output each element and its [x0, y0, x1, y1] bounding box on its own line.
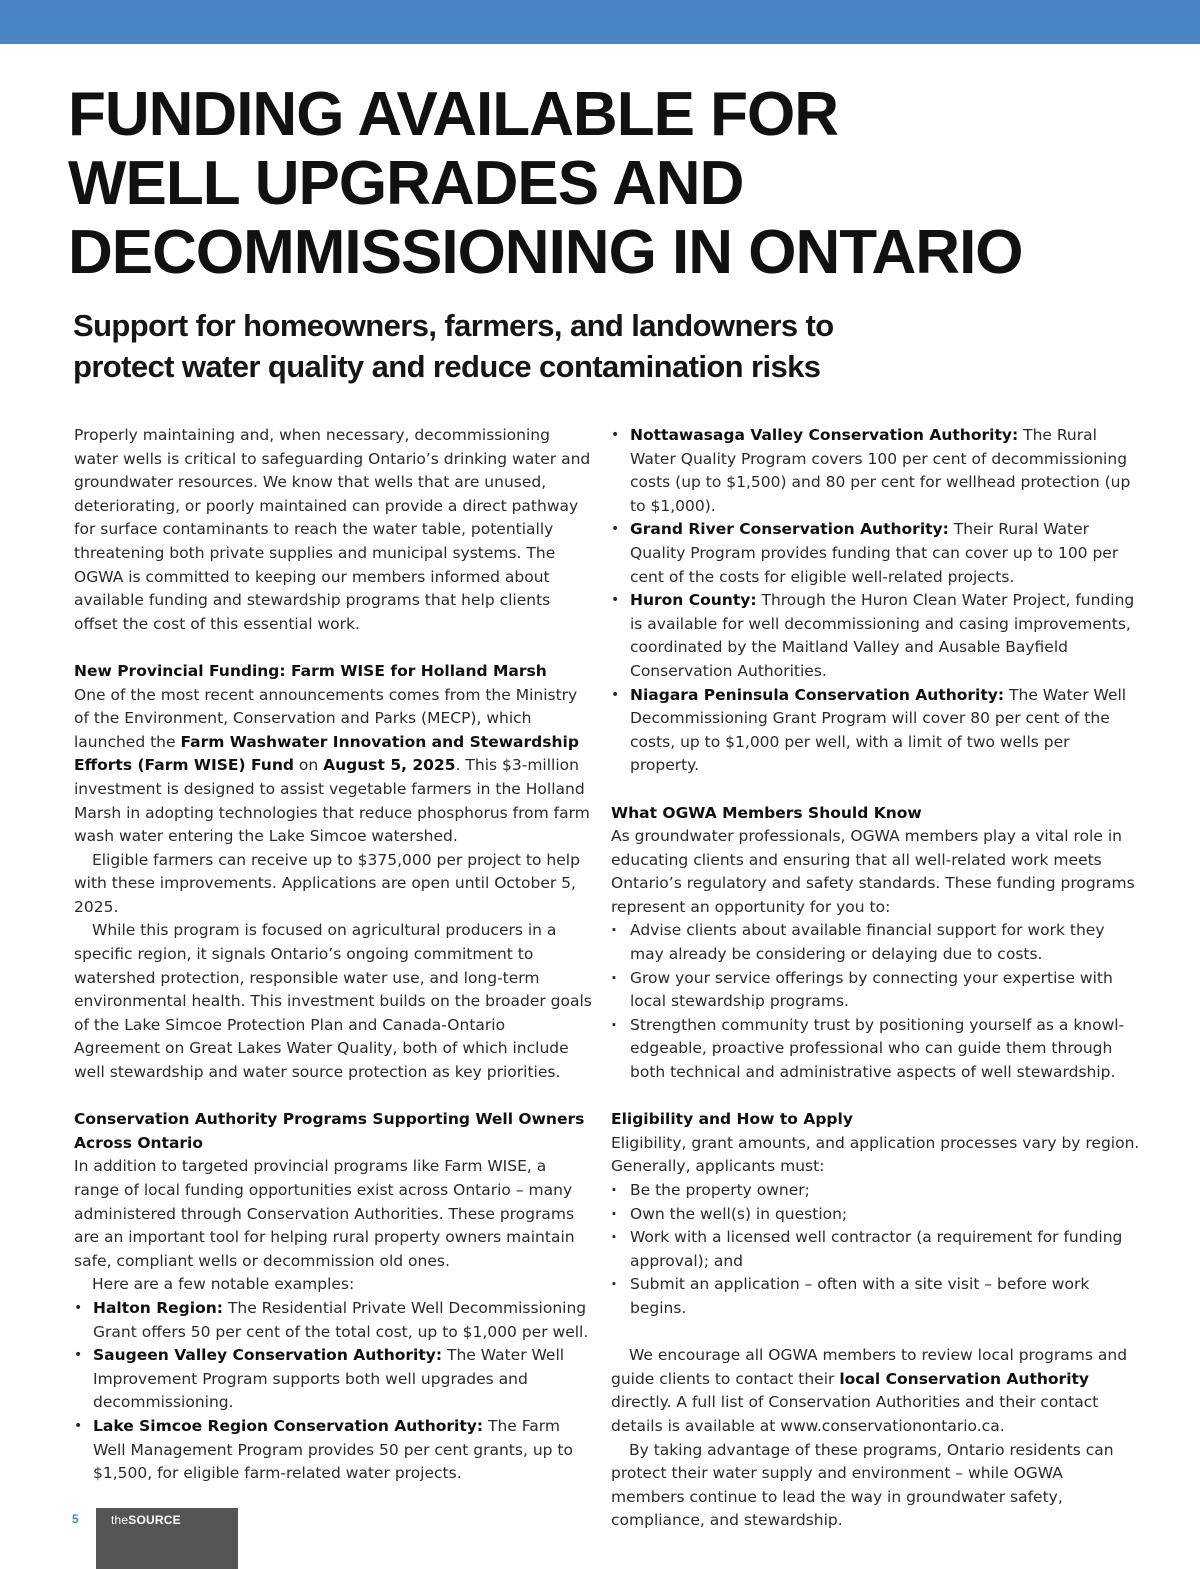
list-item: · Submit an application – often with a site visit – before work begins.: [611, 1273, 1141, 1320]
top-accent-bar: [0, 0, 1200, 44]
list-item: • Lake Simcoe Region Conservation Authority: The Farm Well Management Program provides 50 per cent grants, up to $1,500, for eligible farm-related water projects.: [74, 1415, 594, 1486]
closing-paragraph: We encourage all OGWA members to review local programs and guide clients to contact their local Conservation Authority directly. A full list of Conservation Authorities and their contact details is available at www.conservationontario.ca.: [611, 1346, 1128, 1435]
farm-wise-paragraph: One of the most recent announcements comes from the Ministry of the Environment, Conservation and Parks (MECP), which launched the Farm Washwater Innovation and Stewardship Efforts (Farm WISE) Fund on August 5, 2025. This $3-million investment is designed to assist vegetable farmers in the Holland Marsh in adopting technologies that reduce phosphorus from farm wash water entering the Lake Simcoe watershed.: [74, 685, 590, 846]
ca-programs-heading: Conservation Authority Programs Supporting Well Owners Across Ontario: [74, 1110, 585, 1152]
list-item: • Saugeen Valley Conservation Authority: The Water Well Improvement Program supports both well upgrades and decommissioning.: [74, 1344, 594, 1415]
members-list: [611, 919, 1141, 1084]
farm-wise-commitment: While this program is focused on agricultural producers in a specific region, it signals Ontario’s ongoing commitment to watershed protection, responsible water use, and long-term environmental health. This investment builds on the broader goals of the Lake Simcoe Protection Plan and Canada-Ontario Agreement on Great Lakes Water Quality, both of which include well stewardship and water source protection as key priorities.: [74, 921, 592, 1082]
ca-programs-list: [74, 1297, 594, 1486]
list-item: · Grow your service offerings by connecting your expertise with local stewardship programs.: [611, 967, 1141, 1014]
page-number: 5: [72, 1512, 79, 1526]
list-item: · Strengthen community trust by positioning yourself as a knowl-edgeable, proactive professional who can guide them through both technical and administrative aspects of well stewardship.: [611, 1014, 1141, 1085]
members-paragraph: As groundwater professionals, OGWA members play a vital role in educating clients and ensuring that all well-related work meets Ontario’s regulatory and safety standards. These funding programs represent an opportunity for you to:: [611, 827, 1135, 916]
ca-programs-paragraph: In addition to targeted provincial programs like Farm WISE, a range of local funding opportunities exist across Ontario – many administered through Conservation Authorities. These programs are an important tool for helping rural property owners maintain safe, compliant wells or decommission old ones.: [74, 1157, 575, 1270]
ca-programs-examples-intro: Here are a few notable examples:: [92, 1275, 355, 1294]
page-subtitle: Support for homeowners, farmers, and landowners to protect water quality and reduce contamination risks: [73, 308, 834, 384]
farm-wise-eligibility: Eligible farmers can receive up to $375,000 per project to help with these improvements. Applications are open until October 5, 2025.: [74, 850, 580, 916]
closing-summary: By taking advantage of these programs, Ontario residents can protect their water supply and environment – while OGWA members continue to lead the way in groundwater safety, compliance, and stewardship.: [611, 1440, 1114, 1530]
list-item: • Nottawasaga Valley Conservation Authority: The Rural Water Quality Program covers 100 per cent of decommissioning costs (up to $1,500) and 80 per cent for wellhead protection (up to $1,000).: [611, 424, 1141, 518]
intro-paragraph: Properly maintaining and, when necessary, decommissioning water wells is critical to safeguarding Ontario’s drinking water and groundwater resources. We know that wells that are unused, deteriorating, or poorly maintained can provide a direct pathway for surface contaminants to reach the water table, potentially threatening both private supplies and municipal systems. The OGWA is committed to keeping our members informed about available funding and stewardship programs that help clients offset the cost of this essential work.: [74, 426, 591, 633]
farm-wise-heading: New Provincial Funding: Farm WISE for Holland Marsh: [74, 661, 547, 680]
list-item: · Be the property owner;: [611, 1179, 1141, 1203]
members-heading: What OGWA Members Should Know: [611, 803, 922, 822]
list-item: • Niagara Peninsula Conservation Authority: The Water Well Decommissioning Grant Program will cover 80 per cent of the costs, up to $1,000 per well, with a limit of two wells per property.: [611, 684, 1141, 778]
list-item: • Huron County: Through the Huron Clean Water Project, funding is available for well decommissioning and casing improvements, coordinated by the Maitland Valley and Ausable Bayfield Conservation Authorities.: [611, 589, 1141, 683]
page-title: FUNDING AVAILABLE FOR WELL UPGRADES AND DECOMMISSIONING IN ONTARIO: [68, 80, 1023, 287]
list-item: • Grand River Conservation Authority: Their Rural Water Quality Program provides funding that can cover up to 100 per cent of the costs for eligible well-related projects.: [611, 518, 1141, 589]
list-item: · Advise clients about available financial support for work they may already be considering or delaying due to costs.: [611, 919, 1141, 966]
footer-publication-box: [96, 1508, 238, 1569]
eligibility-heading: Eligibility and How to Apply: [611, 1110, 853, 1129]
list-item: · Own the well(s) in question;: [611, 1203, 1141, 1227]
publication-name: theSOURCE: [111, 1513, 181, 1527]
list-item: • Halton Region: The Residential Private Well Decommissioning Grant offers 50 per cent of the total cost, up to $1,000 per well.: [74, 1297, 594, 1344]
left-column: [74, 424, 594, 1486]
ca-programs-list-continued: [611, 424, 1141, 778]
eligibility-paragraph: Eligibility, grant amounts, and application processes vary by region. Generally, applicants must:: [611, 1133, 1140, 1176]
right-column: [611, 424, 1141, 1533]
eligibility-list: [611, 1179, 1141, 1321]
list-item: · Work with a licensed well contractor (a requirement for funding approval); and: [611, 1226, 1141, 1273]
